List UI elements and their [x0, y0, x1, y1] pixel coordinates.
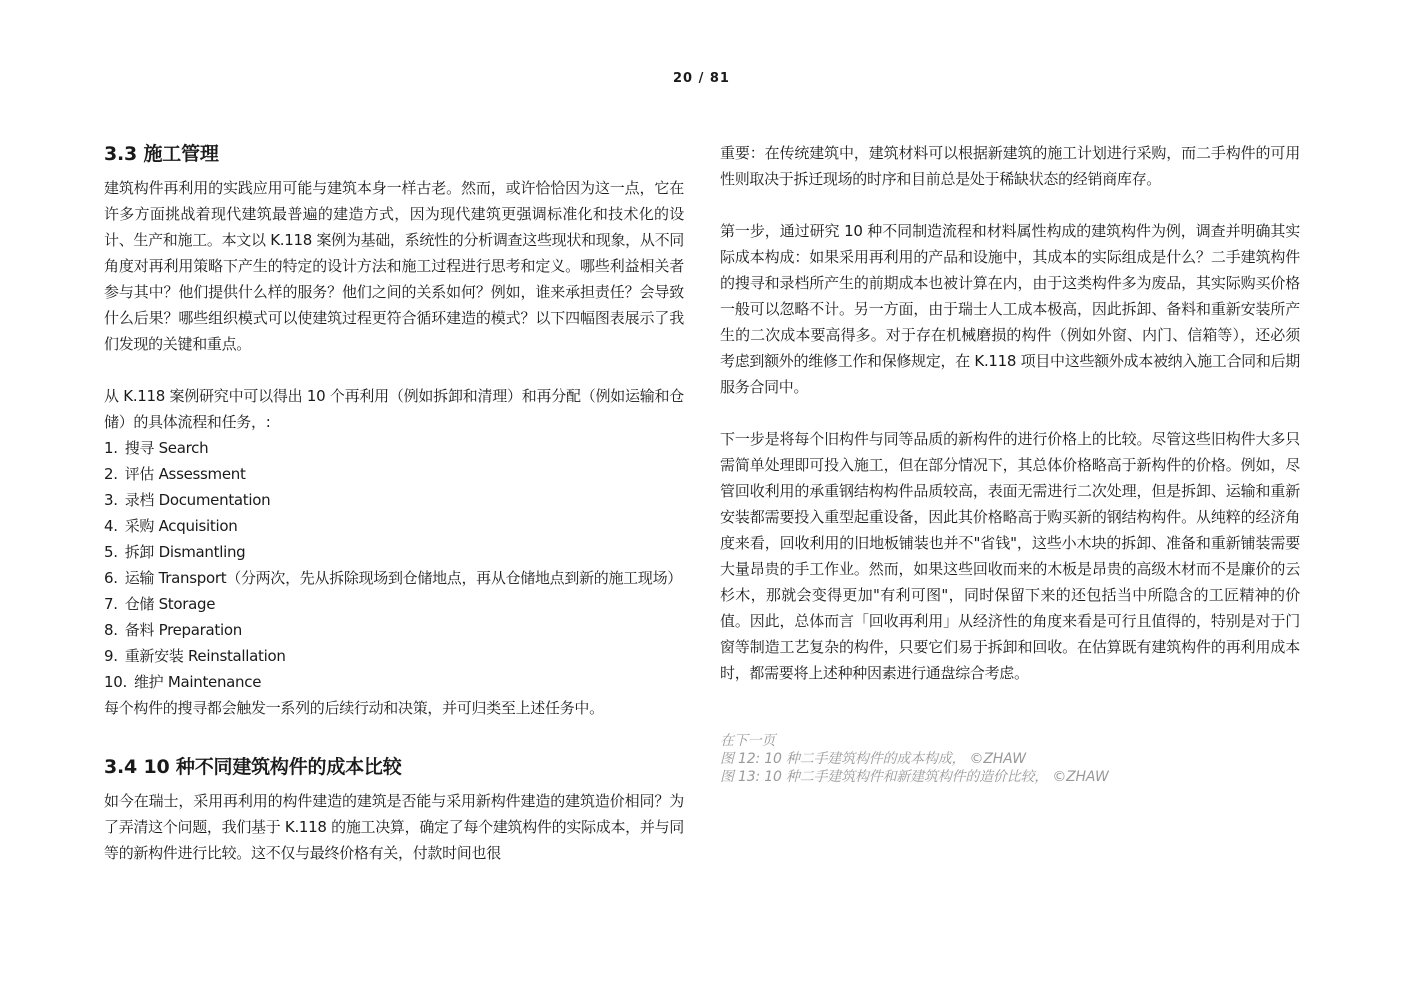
task-list-item — [104, 591, 684, 617]
task-list-item — [104, 669, 684, 695]
section-3-4-paragraph-1: 如今在瑞士，采用再利用的构件建造的建筑是否能与采用新构件建造的建筑造价相同？为了弄清这个问题，我们基于 K.118 的施工决算，确定了每个建筑构件的实际成本，并与同等的新构件进行比较。这不仅与最终价格有关，付款时间也很 — [104, 792, 684, 862]
task-list-item — [104, 435, 684, 461]
right-column — [720, 140, 1300, 786]
task-number: 9. — [104, 647, 118, 665]
task-number: 10. — [104, 673, 127, 691]
task-text: 拆卸 Dismantling — [124, 543, 246, 561]
task-text: 重新安装 Reinstallation — [124, 647, 286, 665]
section-3-3-paragraph-2: 从 K.118 案例研究中可以得出 10 个再利用（例如拆卸和清理）和再分配（例如运输和仓储）的具体流程和任务，: — [104, 387, 684, 431]
section-heading-3-4: 3.4 10 种不同建筑构件的成本比较 — [104, 756, 402, 778]
section-3-3-paragraph-1: 建筑构件再利用的实践应用可能与建筑本身一样古老。然而，或许恰恰因为这一点，它在许多方面挑战着现代建筑最普遍的建造方式，因为现代建筑更强调标准化和技术化的设计、生产和施工。本文以 K.118 案例为基础，系统性的分析调查这些现状和现象，从不同角度对再利用策略下产生的特定的设计方法和施工过程进行思考和定义。哪些利益相关者参与其中？他们提供什么样的服务？他们之间的关系如何？例如，谁来承担责任？会导致什么后果？哪些组织模式可以使建筑过程更符合循环建造的模式？以下四幅图表展示了我们发现的关键和重点。 — [104, 179, 684, 353]
task-text: 采购 Acquisition — [124, 517, 238, 535]
task-list-item — [104, 643, 684, 669]
task-text: 运输 Transport（分两次，先从拆除现场到仓储地点，再从仓储地点到新的施工现场） — [124, 569, 682, 587]
task-text: 备料 Preparation — [124, 621, 242, 639]
task-number: 4. — [104, 517, 118, 535]
right-paragraph-2: 第一步，通过研究 10 种不同制造流程和材料属性构成的建筑构件为例，调查并明确其实际成本构成：如果采用再利用的产品和设施中，其成本的实际组成是什么？二手建筑构件的搜寻和录档所产生的前期成本也被计算在内，由于这类构件多为废品，其实际购买价格一般可以忽略不计。另一方面，由于瑞士人工成本极高，因此拆卸、备料和重新安装所产生的二次成本要高得多。对于存在机械磨损的构件（例如外窗、内门、信箱等），还必须考虑到额外的维修工作和保修规定，在 K.118 项目中这些额外成本被纳入施工合同和后期服务合同中。 — [720, 222, 1300, 396]
task-number: 2. — [104, 465, 118, 483]
caption-figure-12: 图 12: 10 种二手建筑构件的成本构成， ©ZHAW — [720, 751, 1026, 767]
task-number: 3. — [104, 491, 118, 509]
task-number: 7. — [104, 595, 118, 613]
section-heading-3-3: 3.3 施工管理 — [104, 143, 219, 165]
task-list-item — [104, 617, 684, 643]
figure-captions — [720, 732, 1300, 786]
task-list-item — [104, 461, 684, 487]
task-number: 6. — [104, 569, 118, 587]
task-list-item — [104, 565, 684, 591]
task-list-item — [104, 513, 684, 539]
right-paragraph-3: 下一步是将每个旧构件与同等品质的新构件的进行价格上的比较。尽管这些旧构件大多只需简单处理即可投入施工，但在部分情况下，其总体价格略高于新构件的价格。例如，尽管回收利用的承重钢结构构件品质较高，表面无需进行二次处理，但是拆卸、运输和重新安装都需要投入重型起重设备，因此其价格略高于购买新的钢结构构件。从纯粹的经济角度来看，回收利用的旧地板铺装也并不"省钱"，这些小木块的拆卸、准备和重新铺装需要大量昂贵的手工作业。然而，如果这些回收而来的木板是昂贵的高级木材而不是廉价的云杉木，那就会变得更加"有利可图"，同时保留下来的还包括当中所隐含的工匠精神的价值。因此，总体而言「回收再利用」从经济性的角度来看是可行且值得的，特别是对于门窗等制造工艺复杂的构件，只要它们易于拆卸和回收。在估算既有建筑构件的再利用成本时，都需要将上述种种因素进行通盘综合考虑。 — [720, 430, 1300, 682]
caption-next-page: 在下一页 — [720, 733, 776, 749]
task-list-item — [104, 539, 684, 565]
right-paragraph-1: 重要：在传统建筑中，建筑材料可以根据新建筑的施工计划进行采购，而二手构件的可用性则取决于拆迁现场的时序和目前总是处于稀缺状态的经销商库存。 — [720, 144, 1300, 188]
task-text: 仓储 Storage — [124, 595, 216, 613]
caption-figure-13: 图 13: 10 种二手建筑构件和新建筑构件的造价比较， ©ZHAW — [720, 769, 1109, 785]
left-column — [104, 140, 684, 866]
task-list-item — [104, 487, 684, 513]
task-text: 评估 Assessment — [124, 465, 246, 483]
task-number: 5. — [104, 543, 118, 561]
task-list — [104, 435, 684, 695]
task-text: 搜寻 Search — [124, 439, 209, 457]
task-number: 8. — [104, 621, 118, 639]
task-number: 1. — [104, 439, 118, 457]
task-text: 录档 Documentation — [124, 491, 271, 509]
page-number: 20 / 81 — [673, 71, 730, 86]
task-text: 维护 Maintenance — [133, 673, 262, 691]
section-3-3-paragraph-3: 每个构件的搜寻都会触发一系列的后续行动和决策，并可归类至上述任务中。 — [104, 699, 604, 717]
